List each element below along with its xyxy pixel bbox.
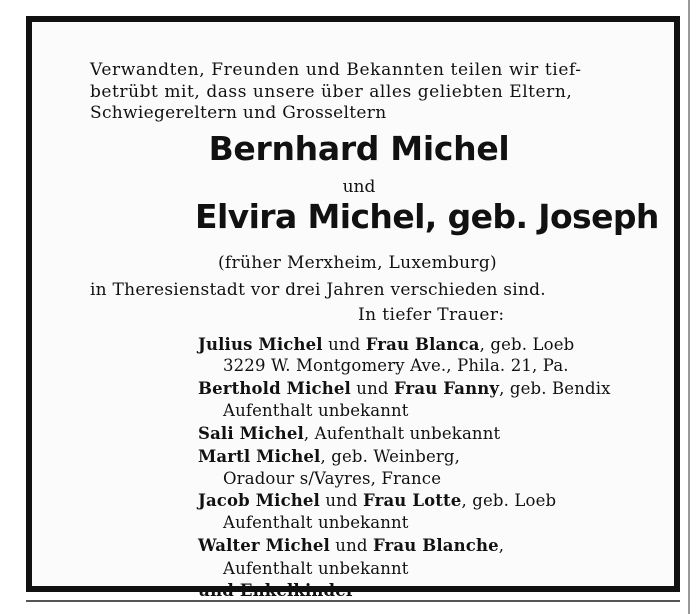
conjunction: und — [342, 177, 376, 197]
family-name: Martl Michel — [198, 447, 321, 466]
intro-line-3: Schwiegereltern und Grosseltern — [90, 103, 387, 123]
family-connector: und — [350, 379, 394, 398]
family-connector: und — [329, 536, 373, 555]
spouse-name: Frau Lotte — [363, 491, 462, 510]
deceased-name-2: Elvira Michel, geb. Joseph — [195, 197, 659, 236]
family-address: Aufenthalt unbekannt — [223, 401, 409, 420]
family-address: 3229 W. Montgomery Ave., Phila. 21, Pa. — [223, 356, 569, 375]
deceased-name-1: Bernhard Michel — [208, 129, 510, 168]
family-entry — [198, 424, 500, 444]
family-entry — [198, 491, 556, 511]
family-name: Jacob Michel — [198, 491, 320, 510]
spouse-name: Frau Blanche — [372, 536, 499, 555]
bottom-divider — [26, 600, 680, 602]
intro-line-2: betrübt mit, dass unsere über alles geliebten Eltern, — [90, 82, 573, 102]
family-entry — [198, 335, 574, 355]
family-address: Oradour s/Vayres, France — [223, 469, 442, 488]
family-address: Aufenthalt unbekannt — [223, 513, 409, 532]
intro-line-1: Verwandten, Freunden und Bekannten teilen wir tief- — [90, 60, 582, 80]
spouse-name: Frau Fanny — [393, 379, 500, 398]
family-address: Aufenthalt unbekannt — [223, 559, 409, 578]
grandchildren-entry — [198, 581, 355, 601]
family-entry — [198, 447, 460, 467]
obituary-notice — [26, 16, 680, 600]
grandchildren-label: und Enkelkinder — [198, 581, 355, 600]
family-detail: , geb. Loeb — [461, 491, 557, 510]
family-detail: , — [498, 536, 505, 555]
family-entry — [198, 379, 611, 399]
family-connector: und — [319, 491, 364, 510]
scan-edge-line — [688, 0, 690, 614]
mourning-heading: In tiefer Trauer: — [358, 305, 505, 325]
family-name: Julius Michel — [198, 335, 323, 354]
spouse-name: Frau Blanca — [365, 335, 480, 354]
family-name: Walter Michel — [198, 536, 330, 555]
family-entry — [198, 536, 504, 556]
family-detail: , geb. Weinberg, — [320, 447, 461, 466]
death-notice: in Theresienstadt vor drei Jahren verschieden sind. — [90, 280, 546, 300]
family-detail: , geb. Bendix — [499, 379, 611, 398]
family-name: Sali Michel — [198, 424, 304, 443]
family-connector: und — [322, 335, 366, 354]
family-name: Berthold Michel — [198, 379, 351, 398]
family-detail: , Aufenthalt unbekannt — [303, 424, 501, 443]
family-detail: , geb. Loeb — [479, 335, 575, 354]
former-residence: (früher Merxheim, Luxemburg) — [218, 253, 497, 273]
